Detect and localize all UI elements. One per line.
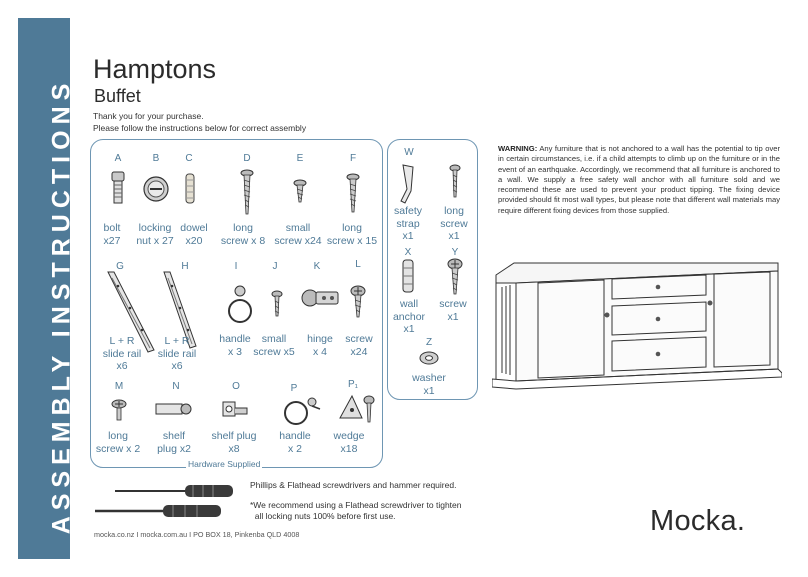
hardware-label: Hardware Supplied xyxy=(188,459,261,469)
sidebar-title: ASSEMBLY INSTRUCTIONS xyxy=(47,77,76,535)
part-letter-y: Y xyxy=(451,247,459,258)
part-label-c: dowel x20 xyxy=(180,222,208,247)
part-label-y: screw x1 xyxy=(439,298,467,323)
part-letter-j: J xyxy=(272,261,278,272)
tools-required-text: Phillips & Flathead screwdrivers and hammer required. xyxy=(250,480,457,490)
part-label-a: bolt x27 xyxy=(103,222,121,247)
part-label-h: L + R slide rail x6 xyxy=(157,335,197,372)
screwdrivers-illustration xyxy=(93,480,243,522)
buffet-illustration xyxy=(492,261,782,396)
part-label-p: handle x 2 xyxy=(279,430,311,455)
part-label-k: hinge x 4 xyxy=(307,333,333,358)
warning-heading: WARNING: xyxy=(498,144,538,153)
part-letter-k: K xyxy=(313,261,321,272)
part-letter-l: L xyxy=(355,259,361,270)
ring-handle-icon xyxy=(282,395,324,429)
part-label-b: locking nut x 27 xyxy=(136,222,174,247)
part-label-e: small screw x24 xyxy=(274,222,322,247)
long-screw-icon xyxy=(443,163,467,201)
ring-handle-icon xyxy=(226,285,254,327)
screw-icon xyxy=(346,285,370,321)
thanks-text: Thank you for your purchase. xyxy=(93,111,204,121)
small-screw-icon xyxy=(267,290,287,320)
part-letter-f: F xyxy=(349,153,357,164)
dowel-icon xyxy=(183,172,197,206)
footer-contact: mocka.co.nz I mocka.com.au I PO BOX 18, Pinkenba QLD 4008 xyxy=(94,530,300,539)
shelf-plug-icon xyxy=(154,401,194,417)
part-letter-c: C xyxy=(185,153,193,164)
wall-anchor-icon xyxy=(399,258,417,296)
brand-logo: Mocka. xyxy=(650,505,746,537)
screw-icon xyxy=(443,258,467,298)
part-letter-g: G xyxy=(116,261,124,272)
warning-body: Any furniture that is not anchored to a wall has the potential to tip over in certain circumstances, i.e. if a child attempts to climb up on the furniture or in the event of an earthquake. Accordingly, we recommend that all furniture is anchored to a wall. We supply a free safety wall anchor with all furniture sold and we recommend these are used to prevent your product tipping. The fixing device provided should fit most wall types, but please note that different wall materials may require different fixing devices from those supplied. xyxy=(498,144,780,215)
part-letter-m: M xyxy=(114,381,124,392)
part-letter-p1: P₁ xyxy=(347,379,359,390)
tools-recommend-text: *We recommend using a Flathead screwdriver to tighten all locking nuts 100% before first use. xyxy=(250,500,462,521)
page-subtitle: Buffet xyxy=(94,86,141,106)
part-letter-h: H xyxy=(181,261,189,272)
part-label-w: safety strap x1 xyxy=(393,205,423,242)
part-letter-e: E xyxy=(296,153,304,164)
bolt-icon xyxy=(106,170,130,210)
part-label-l: screw x24 xyxy=(345,333,373,358)
part-letter-x: X xyxy=(404,247,412,258)
hinge-icon xyxy=(300,285,342,311)
sidebar-band xyxy=(18,18,76,559)
part-letter-n: N xyxy=(172,381,180,392)
warning-text xyxy=(498,144,780,216)
page-title: Hamptons xyxy=(93,54,217,84)
follow-text: Please follow the instructions below for correct assembly xyxy=(93,123,307,133)
locking-nut-icon xyxy=(141,174,171,204)
small-screw-icon xyxy=(288,178,312,206)
part-letter-z: Z xyxy=(425,337,433,348)
shelf-plug-icon xyxy=(219,398,251,420)
long-screw-icon xyxy=(108,399,130,423)
part-label-z: washer x1 xyxy=(412,372,446,397)
part-letter-b: B xyxy=(152,153,160,164)
washer-icon xyxy=(418,350,440,366)
part-label-f: long screw x 15 xyxy=(326,222,378,247)
part-label-m: long screw x 2 xyxy=(95,430,141,455)
part-letter-w: W xyxy=(404,147,414,158)
part-label-n: shelf plug x2 xyxy=(157,430,191,455)
part-label-p1: wedge x18 xyxy=(333,430,365,455)
part-letter-d: D xyxy=(243,153,251,164)
part-label-d: long screw x 8 xyxy=(220,222,266,247)
part-label-o: shelf plug x8 xyxy=(211,430,257,455)
part-label-w2: long screw x1 xyxy=(440,205,468,242)
long-screw-icon xyxy=(341,172,365,216)
part-letter-i: I xyxy=(234,261,238,272)
part-letter-a: A xyxy=(114,153,122,164)
part-label-g: L + R slide rail x6 xyxy=(102,335,142,372)
part-letter-p: P xyxy=(290,383,298,394)
part-letter-o: O xyxy=(232,381,240,392)
safety-strap-icon xyxy=(397,163,419,205)
phillips-screwdriver-icon xyxy=(115,485,233,497)
long-screw-icon xyxy=(235,168,259,218)
part-label-x: wall anchor x1 xyxy=(392,298,426,335)
flathead-screwdriver-icon xyxy=(95,505,221,517)
wedge-icon xyxy=(336,390,376,426)
part-label-j: small screw x5 xyxy=(253,333,295,358)
part-label-i: handle x 3 xyxy=(219,333,251,358)
